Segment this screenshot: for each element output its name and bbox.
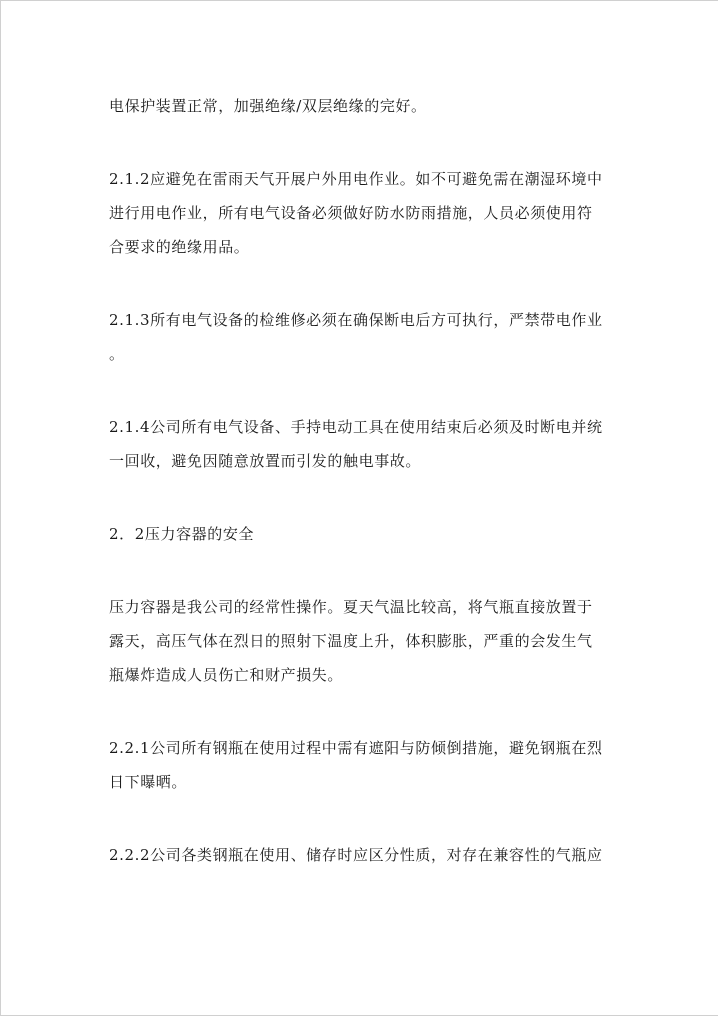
text-line: 2．2压力容器的安全 xyxy=(109,525,255,543)
text-line: 2.2.2公司各类钢瓶在使用、储存时应区分性质，对存在兼容性的气瓶应 xyxy=(109,846,603,864)
text-line: 一回收，避免因随意放置而引发的触电事故。 xyxy=(109,452,422,470)
paragraph-2-1-4 xyxy=(109,410,609,478)
paragraph-2-2-1 xyxy=(109,731,609,799)
text-line: 瓶爆炸造成人员伤亡和财产损失。 xyxy=(109,666,344,684)
paragraph-2-1-3 xyxy=(109,303,609,371)
paragraph-pressure-vessel xyxy=(109,590,609,692)
text-line: 。 xyxy=(109,345,125,363)
text-line: 压力容器是我公司的经常性操作。夏天气温比较高，将气瓶直接放置于 xyxy=(109,598,593,616)
paragraph-2-1-2 xyxy=(109,162,609,264)
text-line: 2.2.1公司所有钢瓶在使用过程中需有遮阳与防倾倒措施，避免钢瓶在烈 xyxy=(109,739,603,757)
paragraph-2-2-2 xyxy=(109,838,609,872)
text-line: 2.1.3所有电气设备的检维修必须在确保断电后方可执行，严禁带电作业 xyxy=(109,311,603,329)
text-line: 进行用电作业，所有电气设备必须做好防水防雨措施，人员必须使用符 xyxy=(109,204,593,222)
document-body xyxy=(109,89,609,872)
text-line: 2.1.2应避免在雷雨天气开展户外用电作业。如不可避免需在潮湿环境中 xyxy=(109,170,603,188)
text-line: 2.1.4公司所有电气设备、手持电动工具在使用结束后必须及时断电并统 xyxy=(109,418,603,436)
section-heading-2-2 xyxy=(109,517,609,551)
text-line: 合要求的绝缘用品。 xyxy=(109,238,250,256)
text-line: 日下曝晒。 xyxy=(109,773,188,791)
text-line: 电保护装置正常，加强绝缘/双层绝缘的完好。 xyxy=(109,97,427,115)
paragraph-insulation xyxy=(109,89,609,123)
text-line: 露天，高压气体在烈日的照射下温度上升，体积膨胀，严重的会发生气 xyxy=(109,632,593,650)
